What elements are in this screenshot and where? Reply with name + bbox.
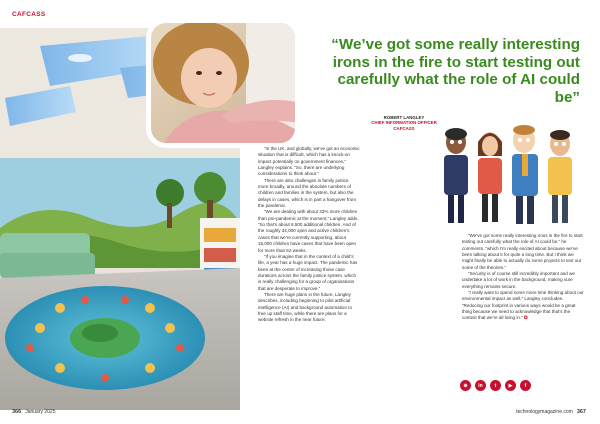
byline-org: CAFCASS xyxy=(393,125,415,131)
site-url: technologymagazine.com xyxy=(516,409,573,415)
headline-quote: “We’ve got some really interesting irons in the fire to start testing out carefully what the role of AI could be” xyxy=(331,36,580,106)
paragraph: “We are dealing with about 33% more children than pre-pandemic at the moment,” Langley adds. “So that’s about 6,500 additional children. And of the roughly 34,000 open and active children’s cases that we’re currently supporting, about 15,000 children have cases that have been open for more than 52 weeks. xyxy=(258,209,359,253)
end-mark-icon: ✪ xyxy=(523,315,528,321)
paragraph: “If you imagine that in the context of a child’s life, a year has a huge impact. The pandemic has been at the centre of increasing those case durations across the family justice system, which is really challenging for a group of organisations that are desperate to improve.” xyxy=(258,253,358,291)
social-links xyxy=(460,380,531,391)
paragraph-text: “I really want to spend some more time thinking about our environmental impact as well,” Langley concludes. “Reducing our footprint in various ways would be a great thing because we need to acknowledge that that’s the context that we’re all living in.” xyxy=(462,290,584,321)
paragraph: There are huge plans in the future, Langley describes, including beginning to pilot artificial intelligence (AI) and background automation to free up staff time, while there are plans for a website refresh in the near future. xyxy=(258,291,353,323)
page-number-right: 367 xyxy=(576,409,586,415)
paragraph: “Security is of course still incredibly important and we undertake a lot of work in the background, making sure everything remains secure. xyxy=(462,271,575,289)
article-column-2 xyxy=(462,233,584,322)
byline-role: CHIEF INFORMATION OFFICER xyxy=(371,120,437,126)
footer-left xyxy=(12,409,56,415)
footer-right xyxy=(516,409,586,415)
child-portrait-photo xyxy=(148,20,298,146)
section-label: CAFCASS xyxy=(12,11,46,18)
youtube-icon[interactable]: ▶ xyxy=(505,380,516,391)
business-people-illustration xyxy=(428,122,586,230)
page-number-left: 366 xyxy=(12,409,22,415)
article-column-1 xyxy=(258,146,360,324)
issue-date: January 2025 xyxy=(25,409,56,415)
twitter-icon[interactable]: t xyxy=(490,380,501,391)
linkedin-icon[interactable]: in xyxy=(475,380,486,391)
web-icon[interactable]: ⊕ xyxy=(460,380,471,391)
paragraph: There are also challenges in family justice more broadly, around the absolute numbers of children and families in the system, but also the delays in cases, which is in part a hangover from the pandemic. xyxy=(258,177,357,209)
paragraph xyxy=(462,290,584,322)
paragraph: “In the UK, and globally, we’ve got an economic situation that is difficult, which has a knock-on impact potentially on government finances,” Langley explains. “So, there are underlying considerations to think about.” xyxy=(258,146,360,177)
facebook-icon[interactable]: f xyxy=(520,380,531,391)
paragraph: “We’ve got some really interesting irons in the fire to start testing out carefully what the role of AI could be,” he comments, “which I’m really excited about because we’ve been talking about it for quite a long time. But I think we might finally be able to actually do some projects to test out some of the theories.” xyxy=(462,233,583,270)
byline-name: ROBERT LANGLEY xyxy=(383,115,425,120)
